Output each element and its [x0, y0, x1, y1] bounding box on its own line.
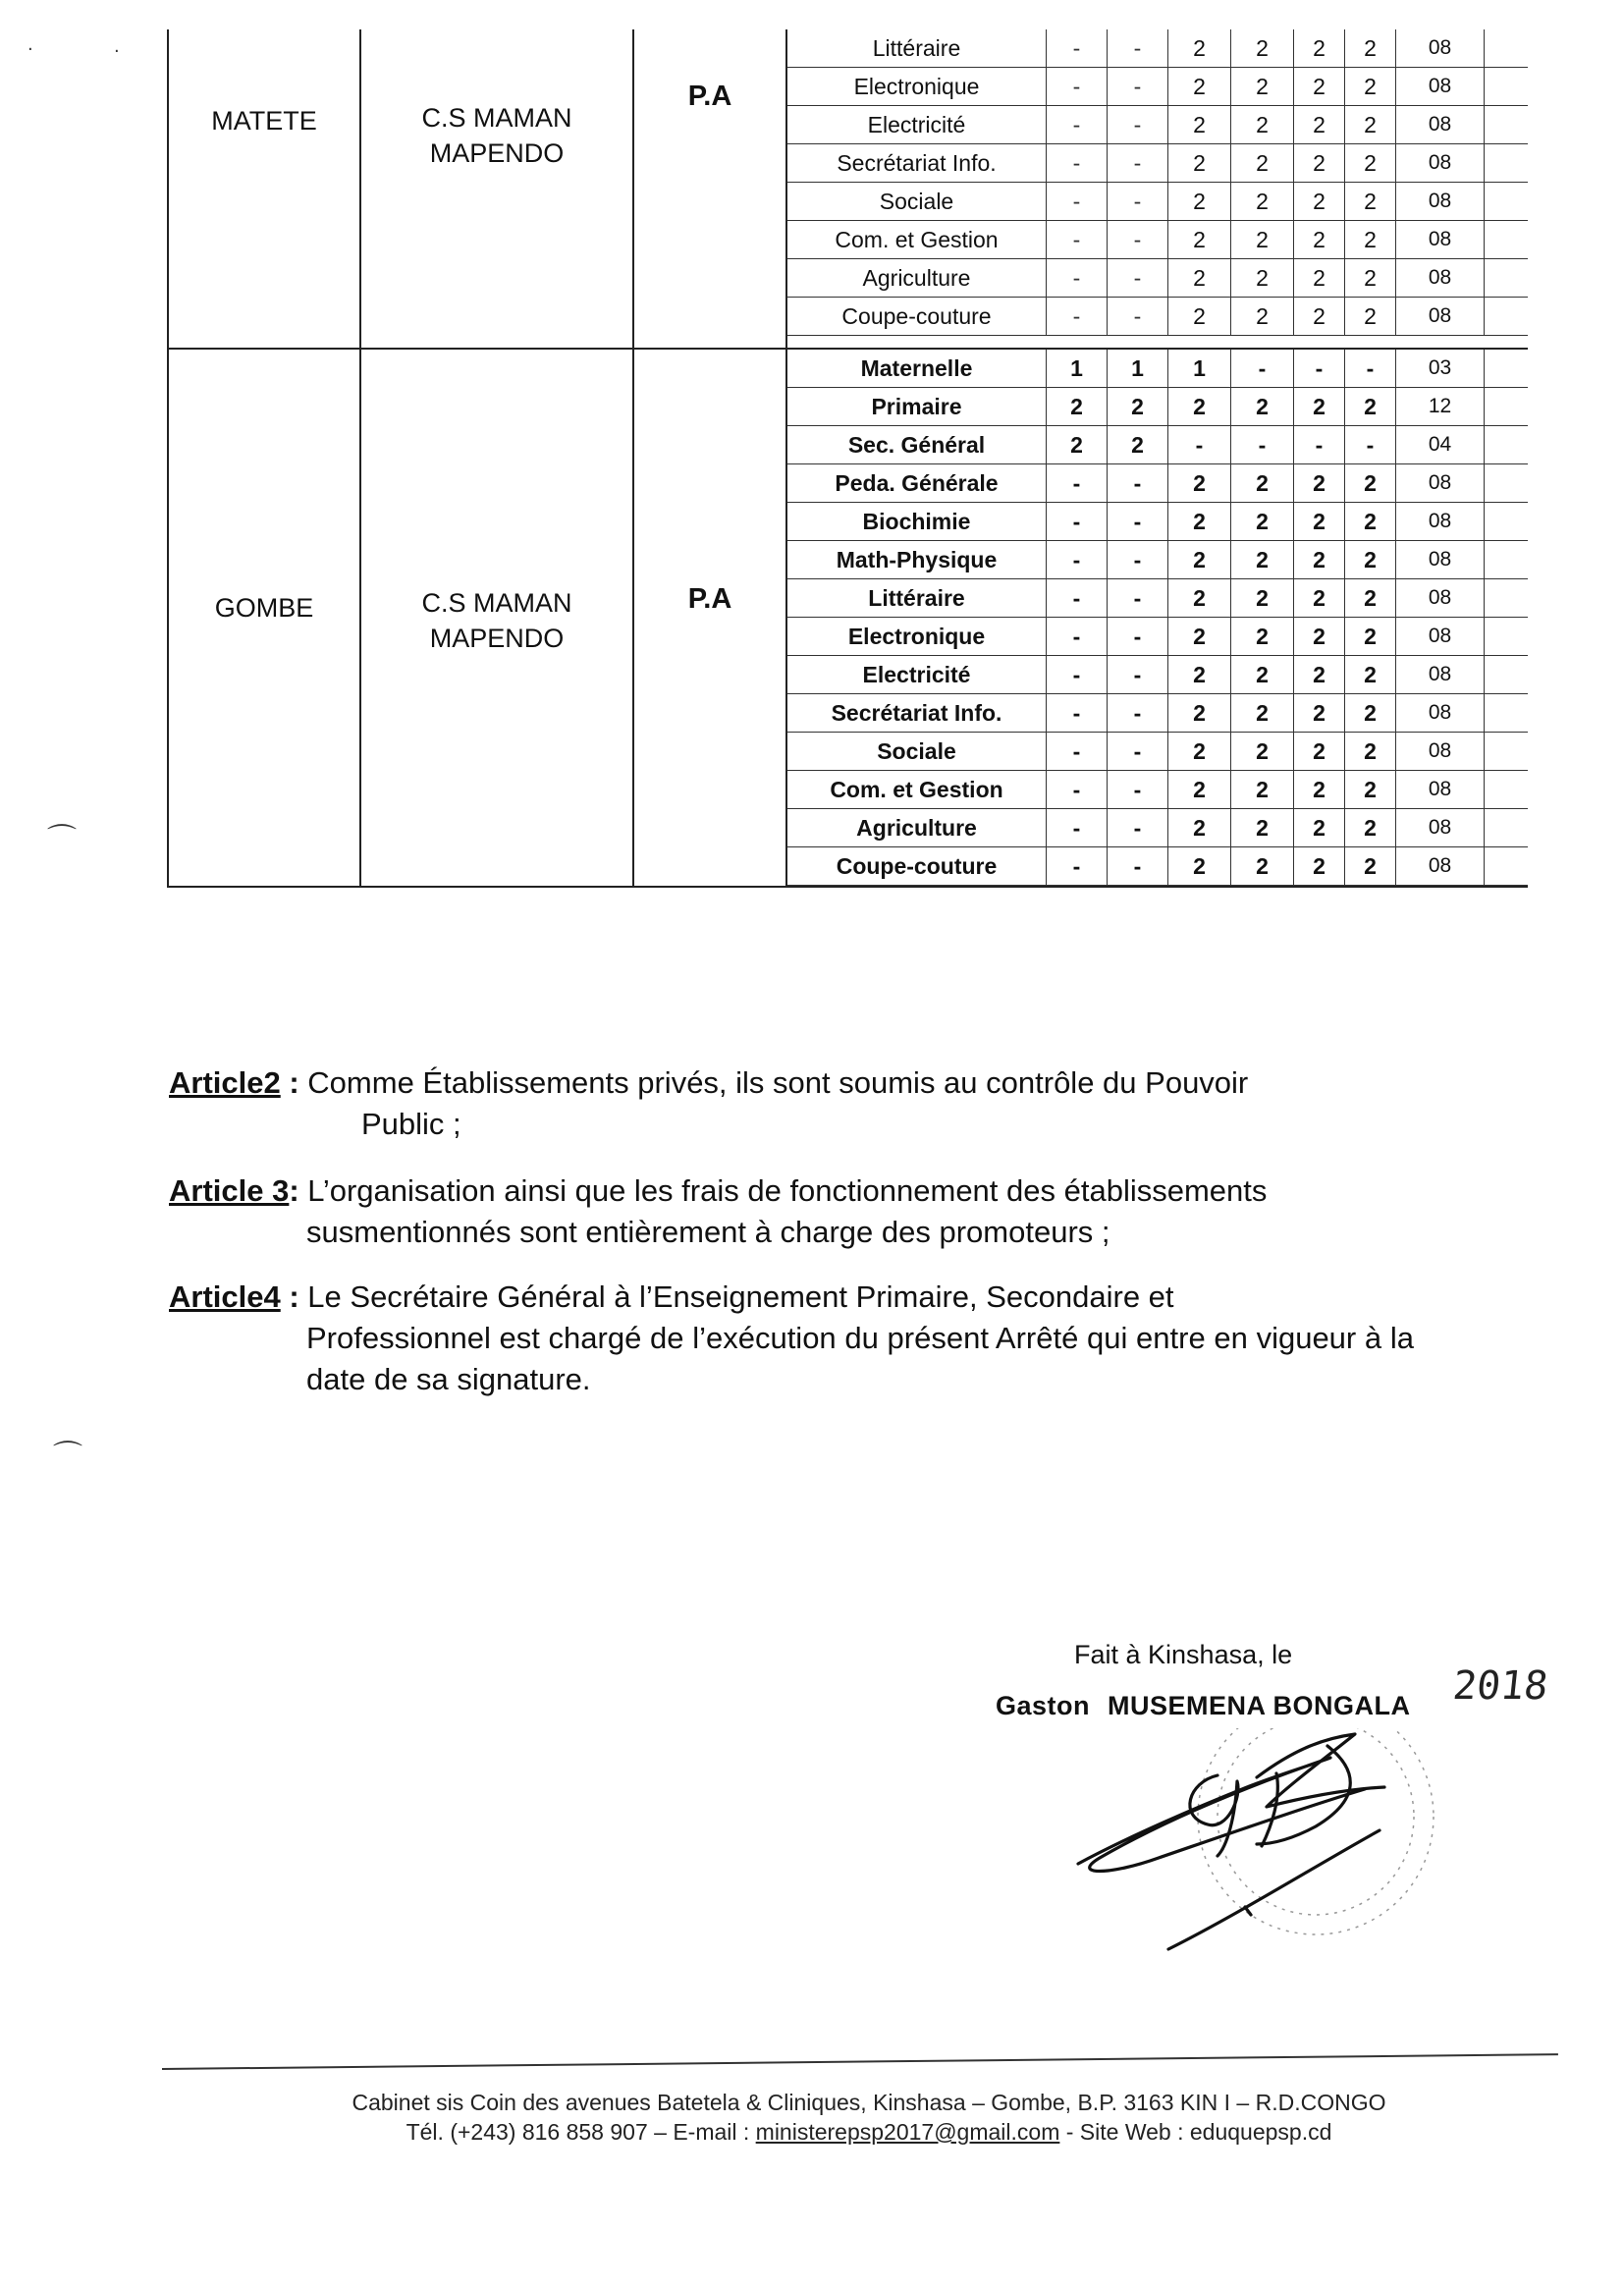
options-rows — [787, 350, 1528, 886]
school-name-line2: MAPENDO — [429, 624, 565, 653]
table-row — [787, 618, 1528, 656]
class-count-cell: 2 — [1345, 68, 1396, 105]
school-cell — [361, 350, 634, 886]
regime-label: P.A — [687, 81, 732, 112]
school-cell — [361, 29, 634, 348]
article-4-continuation: Professionnel est chargé de l’exécution du présent Arrêté qui entre en vigueur à la date de sa signature. — [306, 1321, 1414, 1396]
total-cell: 08 — [1396, 183, 1485, 220]
article-3-text: L’organisation ainsi que les frais de fonctionnement des établissements — [307, 1173, 1268, 1208]
class-count-cell: - — [1047, 733, 1108, 770]
table-row — [787, 694, 1528, 733]
class-count-cell: - — [1047, 29, 1108, 67]
school-name-line1: C.S MAMAN — [421, 588, 572, 618]
commune-name: GOMBE — [214, 593, 314, 623]
class-count-cell: 2 — [1294, 733, 1345, 770]
class-count-cell: - — [1047, 694, 1108, 732]
class-count-cell: - — [1294, 350, 1345, 387]
stamped-date: 2018 — [1450, 1663, 1550, 1709]
table-row — [787, 847, 1528, 886]
class-count-cell: - — [1047, 771, 1108, 808]
class-count-cell: - — [1108, 618, 1168, 655]
class-count-cell: 2 — [1047, 388, 1108, 425]
class-count-cell: 2 — [1231, 183, 1294, 220]
class-count-cell: 2 — [1231, 503, 1294, 540]
option-cell: Sociale — [787, 183, 1047, 220]
class-count-cell: 2 — [1231, 618, 1294, 655]
option-cell: Electricité — [787, 106, 1047, 143]
class-count-cell: 2 — [1345, 694, 1396, 732]
total-cell: 08 — [1396, 221, 1485, 258]
class-count-cell: - — [1168, 426, 1231, 463]
class-count-cell: - — [1108, 809, 1168, 846]
class-count-cell: 2 — [1294, 579, 1345, 617]
total-cell: 08 — [1396, 579, 1485, 617]
schools-table — [167, 29, 1528, 888]
class-count-cell: - — [1047, 464, 1108, 502]
option-cell: Maternelle — [787, 350, 1047, 387]
class-count-cell: 2 — [1294, 541, 1345, 578]
class-count-cell: - — [1047, 144, 1108, 182]
article-4-label: Article4 — [169, 1279, 281, 1314]
option-cell: Com. et Gestion — [787, 771, 1047, 808]
option-cell: Secrétariat Info. — [787, 144, 1047, 182]
class-count-cell: - — [1345, 426, 1396, 463]
article-4-separator: : — [280, 1279, 299, 1314]
class-count-cell: - — [1047, 298, 1108, 335]
total-cell: 08 — [1396, 503, 1485, 540]
class-count-cell: 2 — [1047, 426, 1108, 463]
class-count-cell: 2 — [1231, 771, 1294, 808]
signatory-name — [996, 1691, 1411, 1721]
table-row — [787, 771, 1528, 809]
class-count-cell: - — [1231, 350, 1294, 387]
footer-phone: Tél. (+243) 816 858 907 – E-mail : — [406, 2119, 756, 2145]
class-count-cell: - — [1047, 847, 1108, 885]
class-count-cell: 2 — [1345, 221, 1396, 258]
option-cell: Agriculture — [787, 259, 1047, 297]
class-count-cell: 2 — [1345, 183, 1396, 220]
class-count-cell: 2 — [1231, 298, 1294, 335]
scan-mark: ⌒ — [53, 1440, 82, 1474]
class-count-cell: 2 — [1231, 694, 1294, 732]
option-cell: Electronique — [787, 618, 1047, 655]
class-count-cell: - — [1108, 29, 1168, 67]
table-row — [787, 503, 1528, 541]
class-count-cell: 2 — [1168, 579, 1231, 617]
class-count-cell: 2 — [1345, 464, 1396, 502]
class-count-cell: - — [1108, 541, 1168, 578]
class-count-cell: - — [1108, 579, 1168, 617]
class-count-cell: 2 — [1231, 144, 1294, 182]
class-count-cell: 2 — [1168, 847, 1231, 885]
class-count-cell: 2 — [1294, 183, 1345, 220]
total-cell: 08 — [1396, 847, 1485, 885]
table-row — [787, 221, 1528, 259]
class-count-cell: - — [1231, 426, 1294, 463]
class-count-cell: 2 — [1168, 259, 1231, 297]
class-count-cell: 2 — [1345, 144, 1396, 182]
class-count-cell: 2 — [1231, 847, 1294, 885]
option-cell: Secrétariat Info. — [787, 694, 1047, 732]
place-date-line: Fait à Kinshasa, le — [1074, 1640, 1293, 1669]
table-row — [787, 144, 1528, 183]
class-count-cell: - — [1047, 541, 1108, 578]
class-count-cell: - — [1047, 183, 1108, 220]
class-count-cell: - — [1108, 221, 1168, 258]
total-cell: 08 — [1396, 68, 1485, 105]
total-cell: 08 — [1396, 464, 1485, 502]
class-count-cell: 1 — [1108, 350, 1168, 387]
class-count-cell: 2 — [1345, 503, 1396, 540]
class-count-cell: 2 — [1345, 618, 1396, 655]
class-count-cell: 2 — [1108, 426, 1168, 463]
handwritten-signature — [1070, 1728, 1483, 1984]
class-count-cell: 2 — [1294, 29, 1345, 67]
commune-name: MATETE — [211, 106, 317, 136]
total-cell: 08 — [1396, 29, 1485, 67]
table-row — [787, 464, 1528, 503]
class-count-cell: 2 — [1168, 144, 1231, 182]
class-count-cell: 2 — [1231, 259, 1294, 297]
class-count-cell: 1 — [1047, 350, 1108, 387]
total-cell: 08 — [1396, 298, 1485, 335]
class-count-cell: - — [1108, 144, 1168, 182]
class-count-cell: - — [1108, 847, 1168, 885]
class-count-cell: 2 — [1294, 106, 1345, 143]
total-cell: 04 — [1396, 426, 1485, 463]
class-count-cell: - — [1108, 259, 1168, 297]
class-count-cell: 2 — [1168, 106, 1231, 143]
table-block-matete — [169, 29, 1528, 350]
footer-email-link[interactable]: ministerepsp2017@gmail.com — [755, 2119, 1060, 2145]
article-3-label: Article 3 — [169, 1173, 290, 1208]
class-count-cell: 2 — [1168, 183, 1231, 220]
option-cell: Coupe-couture — [787, 847, 1047, 885]
table-row — [787, 68, 1528, 106]
class-count-cell: - — [1047, 68, 1108, 105]
option-cell: Agriculture — [787, 809, 1047, 846]
table-row — [787, 106, 1528, 144]
scan-mark: · — [27, 39, 33, 60]
class-count-cell: 2 — [1294, 68, 1345, 105]
class-count-cell: 2 — [1231, 106, 1294, 143]
article-2-text: Comme Établissements privés, ils sont soumis au contrôle du Pouvoir — [307, 1065, 1249, 1100]
class-count-cell: - — [1047, 656, 1108, 693]
option-cell: Littéraire — [787, 579, 1047, 617]
option-cell: Biochimie — [787, 503, 1047, 540]
total-cell: 08 — [1396, 733, 1485, 770]
class-count-cell: - — [1108, 694, 1168, 732]
total-cell: 08 — [1396, 541, 1485, 578]
class-count-cell: 2 — [1168, 694, 1231, 732]
class-count-cell: 2 — [1231, 656, 1294, 693]
class-count-cell: - — [1108, 733, 1168, 770]
class-count-cell: 2 — [1231, 221, 1294, 258]
option-cell: Math-Physique — [787, 541, 1047, 578]
scan-mark: · — [114, 41, 120, 62]
school-name-line1: C.S MAMAN — [421, 103, 572, 133]
article-4-text: Le Secrétaire Général à l’Enseignement Primaire, Secondaire et — [307, 1279, 1174, 1314]
option-cell: Primaire — [787, 388, 1047, 425]
scan-mark: ⌒ — [47, 823, 77, 857]
article-2-continuation: Public ; — [361, 1107, 461, 1141]
table-row — [787, 733, 1528, 771]
total-cell: 08 — [1396, 656, 1485, 693]
table-row — [787, 298, 1528, 336]
total-cell: 08 — [1396, 618, 1485, 655]
class-count-cell: 2 — [1231, 541, 1294, 578]
class-count-cell: 2 — [1231, 388, 1294, 425]
school-name-line2: MAPENDO — [429, 138, 565, 168]
class-count-cell: 2 — [1294, 847, 1345, 885]
class-count-cell: 2 — [1168, 733, 1231, 770]
class-count-cell: 2 — [1168, 771, 1231, 808]
regime-label: P.A — [687, 583, 732, 615]
class-count-cell: 2 — [1231, 579, 1294, 617]
class-count-cell: 2 — [1345, 771, 1396, 808]
total-cell: 08 — [1396, 694, 1485, 732]
class-count-cell: 2 — [1231, 29, 1294, 67]
commune-cell — [169, 350, 361, 886]
option-cell: Sec. Général — [787, 426, 1047, 463]
article-2-label: Article2 — [169, 1065, 281, 1100]
table-row — [787, 541, 1528, 579]
class-count-cell: 2 — [1168, 503, 1231, 540]
class-count-cell: - — [1047, 503, 1108, 540]
class-count-cell: 2 — [1168, 809, 1231, 846]
table-row — [787, 259, 1528, 298]
class-count-cell: - — [1047, 809, 1108, 846]
class-count-cell: 2 — [1345, 388, 1396, 425]
class-count-cell: 2 — [1231, 68, 1294, 105]
class-count-cell: 2 — [1168, 388, 1231, 425]
footer-address: Cabinet sis Coin des avenues Batetela & Cliniques, Kinshasa – Gombe, B.P. 3163 KIN I – R.D.CONGO — [352, 2090, 1386, 2115]
table-row — [787, 183, 1528, 221]
option-cell: Electricité — [787, 656, 1047, 693]
class-count-cell: 2 — [1168, 618, 1231, 655]
option-cell: Sociale — [787, 733, 1047, 770]
class-count-cell: 2 — [1231, 733, 1294, 770]
signatory-last-name: MUSEMENA BONGALA — [1108, 1691, 1411, 1720]
class-count-cell: 2 — [1168, 298, 1231, 335]
footer-contact — [162, 2119, 1576, 2146]
total-cell: 08 — [1396, 144, 1485, 182]
class-count-cell: - — [1294, 426, 1345, 463]
total-cell: 03 — [1396, 350, 1485, 387]
total-cell: 08 — [1396, 809, 1485, 846]
class-count-cell: 2 — [1231, 464, 1294, 502]
class-count-cell: - — [1047, 579, 1108, 617]
class-count-cell: 2 — [1294, 809, 1345, 846]
class-count-cell: 2 — [1168, 221, 1231, 258]
total-cell: 12 — [1396, 388, 1485, 425]
article-3-continuation: susmentionnés sont entièrement à charge des promoteurs ; — [306, 1215, 1110, 1249]
class-count-cell: - — [1047, 259, 1108, 297]
class-count-cell: 2 — [1294, 221, 1345, 258]
table-row — [787, 29, 1528, 68]
footer-divider — [162, 2053, 1558, 2070]
article-4 — [169, 1277, 1414, 1400]
class-count-cell: 2 — [1345, 733, 1396, 770]
regime-cell — [634, 29, 787, 348]
class-count-cell: 2 — [1294, 388, 1345, 425]
class-count-cell: - — [1108, 656, 1168, 693]
table-block-gombe — [169, 350, 1528, 886]
article-3 — [169, 1170, 1414, 1253]
class-count-cell: - — [1108, 106, 1168, 143]
class-count-cell: 2 — [1231, 809, 1294, 846]
class-count-cell: 2 — [1345, 259, 1396, 297]
total-cell: 08 — [1396, 106, 1485, 143]
regime-cell — [634, 350, 787, 886]
class-count-cell: 2 — [1345, 847, 1396, 885]
class-count-cell: 2 — [1294, 259, 1345, 297]
class-count-cell: 2 — [1294, 464, 1345, 502]
table-row — [787, 426, 1528, 464]
class-count-cell: 2 — [1345, 656, 1396, 693]
class-count-cell: - — [1108, 183, 1168, 220]
table-row — [787, 388, 1528, 426]
total-cell: 08 — [1396, 771, 1485, 808]
class-count-cell: - — [1108, 464, 1168, 502]
class-count-cell: 2 — [1108, 388, 1168, 425]
footer-website: - Site Web : eduquepsp.cd — [1059, 2119, 1332, 2145]
class-count-cell: 2 — [1168, 29, 1231, 67]
class-count-cell: 2 — [1294, 771, 1345, 808]
class-count-cell: 2 — [1345, 29, 1396, 67]
table-row — [787, 350, 1528, 388]
table-row — [787, 656, 1528, 694]
commune-cell — [169, 29, 361, 348]
total-cell: 08 — [1396, 259, 1485, 297]
class-count-cell: 2 — [1345, 298, 1396, 335]
option-cell: Com. et Gestion — [787, 221, 1047, 258]
class-count-cell: 2 — [1168, 656, 1231, 693]
option-cell: Peda. Générale — [787, 464, 1047, 502]
class-count-cell: - — [1047, 221, 1108, 258]
class-count-cell: 2 — [1168, 68, 1231, 105]
class-count-cell: 2 — [1294, 298, 1345, 335]
class-count-cell: 2 — [1294, 694, 1345, 732]
class-count-cell: - — [1108, 68, 1168, 105]
article-3-separator: : — [289, 1173, 299, 1208]
class-count-cell: 2 — [1294, 656, 1345, 693]
table-row — [787, 809, 1528, 847]
class-count-cell: 1 — [1168, 350, 1231, 387]
class-count-cell: 2 — [1345, 809, 1396, 846]
class-count-cell: - — [1108, 771, 1168, 808]
article-2-separator: : — [280, 1065, 299, 1100]
class-count-cell: 2 — [1294, 144, 1345, 182]
class-count-cell: 2 — [1294, 503, 1345, 540]
option-cell: Littéraire — [787, 29, 1047, 67]
class-count-cell: 2 — [1345, 579, 1396, 617]
class-count-cell: 2 — [1294, 618, 1345, 655]
table-row — [787, 579, 1528, 618]
options-rows — [787, 29, 1528, 336]
class-count-cell: - — [1108, 298, 1168, 335]
option-cell: Coupe-couture — [787, 298, 1047, 335]
class-count-cell: 2 — [1168, 464, 1231, 502]
signatory-first-name: Gaston — [996, 1691, 1091, 1720]
class-count-cell: 2 — [1345, 541, 1396, 578]
class-count-cell: - — [1108, 503, 1168, 540]
class-count-cell: - — [1047, 618, 1108, 655]
option-cell: Electronique — [787, 68, 1047, 105]
class-count-cell: - — [1345, 350, 1396, 387]
class-count-cell: 2 — [1345, 106, 1396, 143]
class-count-cell: 2 — [1168, 541, 1231, 578]
class-count-cell: - — [1047, 106, 1108, 143]
article-2 — [169, 1062, 1414, 1145]
